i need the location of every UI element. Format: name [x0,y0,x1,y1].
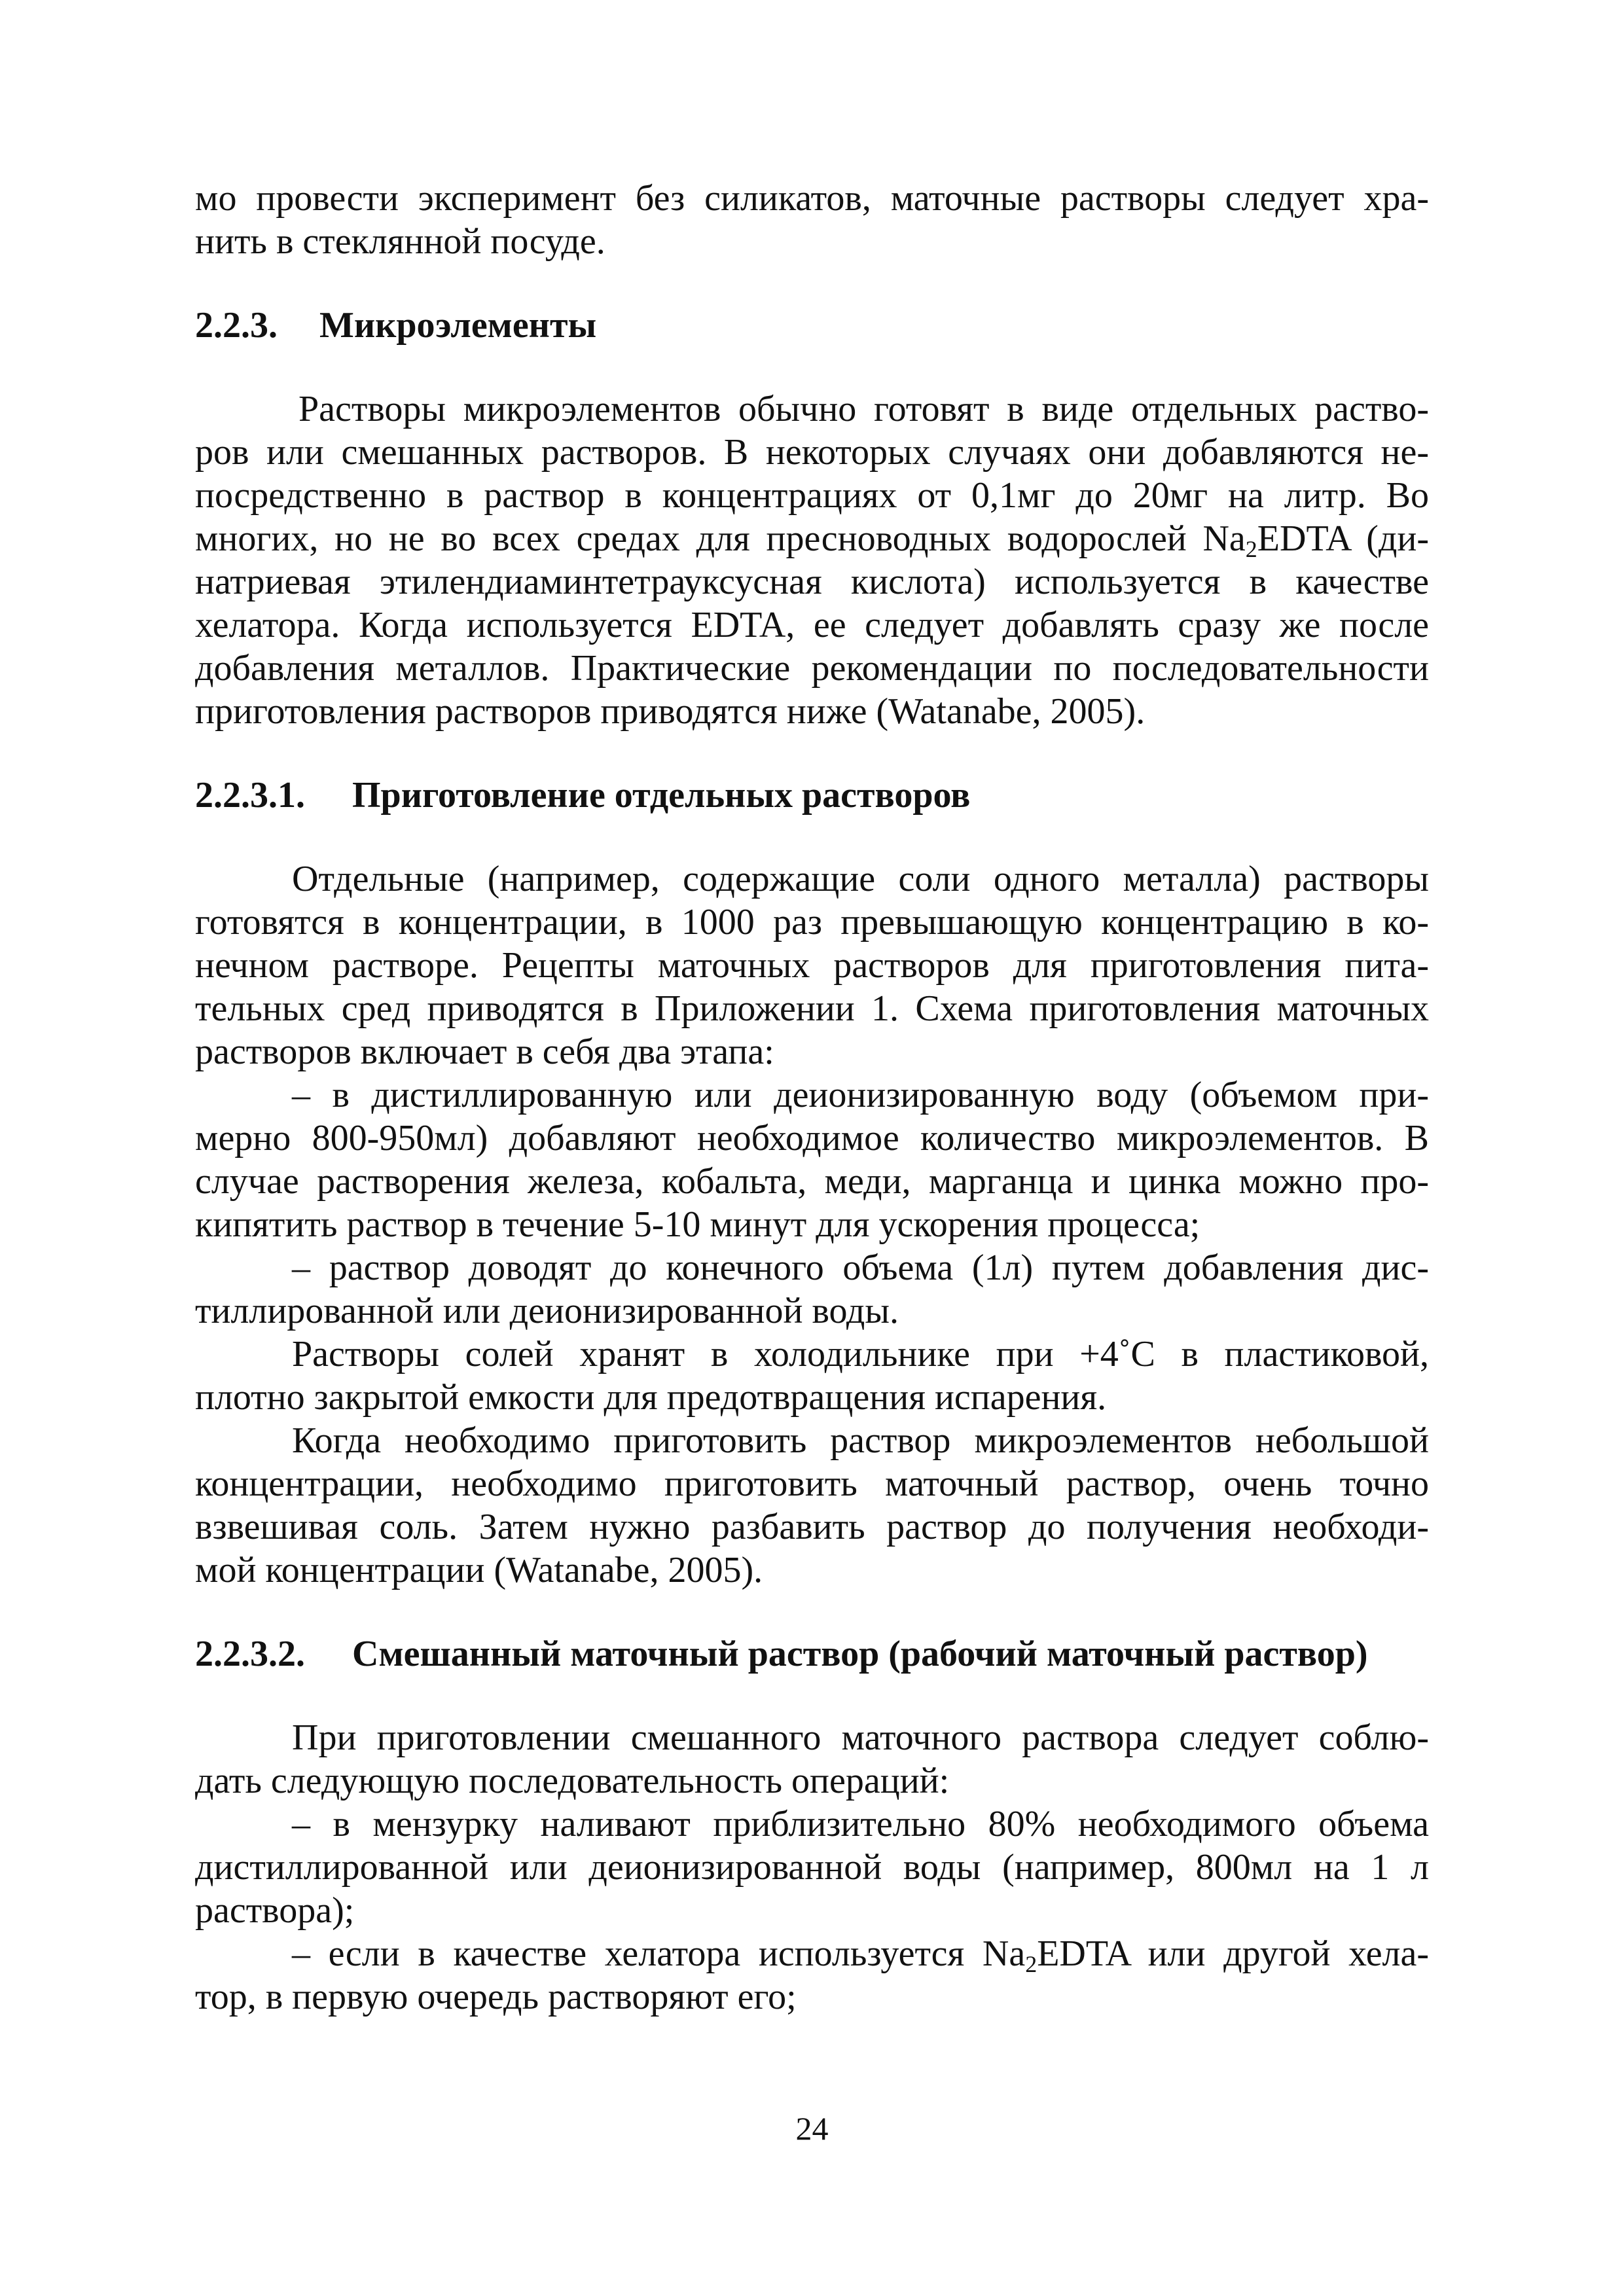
text-line: взвешивая соль. Затем нужно разбавить раствор до получения необходи- [195,1507,1429,1547]
text-line: ров или смешанных растворов. В некоторых случаях они добавляются не- [195,432,1429,473]
text-line: готовятся в концентрации, в 1000 раз превышающую концентрацию в ко- [195,902,1429,942]
list-item-beaker [195,1803,1429,1932]
text-line: мерно 800-950мл) добавляют необходимое количество микроэлементов. В [195,1118,1429,1158]
text-line: хелатора. Когда используется EDTA, ее следует добавлять сразу же после [195,605,1429,645]
section-heading-2-2-3-2 [195,1632,1429,1676]
text-line: тельных сред приводятся в Приложении 1. Схема приготовления маточных [195,988,1429,1029]
text-line: При приготовлении смешанного маточного раствора следует соблю- [292,1717,1429,1758]
text-line: – в мензурку наливают приблизительно 80% необходимого объема [292,1804,1429,1844]
text-line [195,517,1429,560]
intro-paragraph [195,177,1429,263]
text-line: нечном растворе. Рецепты маточных растворов для приготовления пита- [195,945,1429,986]
text-line: дистиллированной или деионизированной воды (например, 800мл на 1 л [195,1847,1429,1888]
section-heading-2-2-3-1 [195,774,1429,817]
text-line: кипятить раствор в течение 5-10 минут для ускорения процесса; [195,1204,1200,1245]
text-line: нить в стеклянной посуде. [195,221,605,262]
text-line: – в дистиллированную или деионизированную воду (объемом при- [292,1075,1429,1115]
text-line: натриевая этилендиаминтетрауксусная кислота) используется в качестве [195,562,1429,602]
paragraph-storage [195,1333,1429,1419]
text-line: плотно закрытой емкости для предотвращения испарения. [195,1377,1107,1418]
paragraph-microelements [195,387,1429,733]
text-line: приготовления растворов приводятся ниже (Watanabe, 2005). [195,691,1146,732]
section-heading-2-2-3 [195,304,1429,347]
text-line: Растворы микроэлементов обычно готовят в виде отдельных раство- [298,389,1429,429]
list-item-step-1 [195,1073,1429,1246]
text-fragment: EDTA (ди- [1257,518,1429,559]
text-line: мой концентрации (Watanabe, 2005). [195,1550,763,1590]
text-line [195,1932,1429,1975]
page-number: 24 [795,2110,829,2147]
paragraph-separate-solutions [195,857,1429,1073]
subscript: 2 [1025,1951,1038,1977]
section-title: Смешанный маточный раствор (рабочий маточный раствор) [352,1634,1368,1674]
text-line: тиллированной или деионизированной воды. [195,1291,899,1331]
text-line: случае растворения железа, кобальта, меди, марганца и цинка можно про- [195,1161,1429,1202]
text-line: концентрации, необходимо приготовить маточный раствор, очень точно [195,1463,1429,1504]
text-line: – раствор доводят до конечного объема (1л) путем добавления дис- [292,1247,1429,1288]
section-title: Микроэлементы [319,305,597,346]
text-fragment: – если в качестве хелатора используется Na [292,1933,1026,1974]
text-line: добавления металлов. Практические рекомендации по последовательности [195,648,1429,689]
list-item-step-2 [195,1246,1429,1333]
list-item-chelator [195,1932,1429,2018]
section-number: 2.2.3.1. [195,775,305,816]
text-fragment: многих, но не во всех средах для пресноводных водорослей Na [195,518,1246,559]
text-line: Отдельные (например, содержащие соли одного металла) растворы [292,859,1429,899]
paragraph-low-concentration [195,1419,1429,1592]
text-line: Растворы солей хранят в холодильнике при +4˚С в пластиковой, [292,1334,1429,1374]
page-body [195,177,1429,2018]
section-title: Приготовление отдельных растворов [352,775,971,816]
section-number: 2.2.3.2. [195,1634,305,1674]
text-line: тор, в первую очередь растворяют его; [195,1977,797,2017]
paragraph-mixed-solution [195,1716,1429,1803]
text-line: дать следующую последовательность операций: [195,1761,950,1801]
text-line: Когда необходимо приготовить раствор микроэлементов небольшой [292,1420,1429,1461]
text-fragment: EDTA или другой хела- [1037,1933,1430,1974]
text-line: посредственно в раствор в концентрациях от 0,1мг до 20мг на литр. Во [195,475,1429,516]
text-line: раствора); [195,1890,355,1931]
text-line: растворов включает в себя два этапа: [195,1031,774,1072]
text-line: мо провести эксперимент без силикатов, маточные растворы следует хра- [195,178,1429,219]
section-number: 2.2.3. [195,305,278,346]
subscript: 2 [1245,536,1257,562]
